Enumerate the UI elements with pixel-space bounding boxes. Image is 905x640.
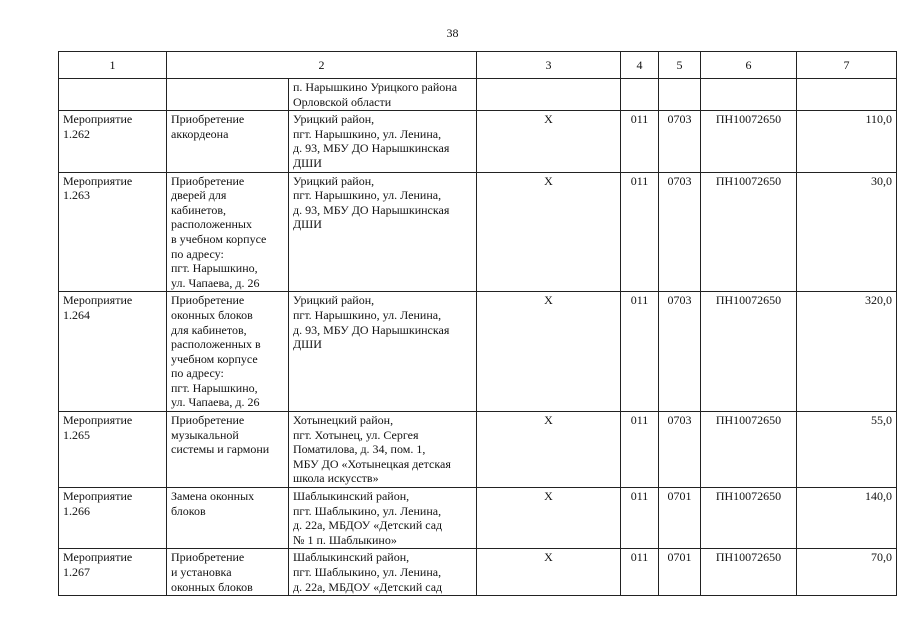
event-cell: Мероприятие 1.267 (59, 549, 167, 596)
event-cell: Мероприятие 1.266 (59, 488, 167, 549)
location-cell: Урицкий район, пгт. Нарышкино, ул. Ленина, д. 93, МБУ ДО Нарышкинская ДШИ (289, 111, 477, 172)
event-cell: Мероприятие 1.263 (59, 172, 167, 292)
event-cell: Мероприятие 1.264 (59, 292, 167, 412)
location-cell: Шаблыкинский район, пгт. Шаблыкино, ул. Ленина, д. 22а, МБДОУ «Детский сад (289, 549, 477, 596)
continuation-col4-cell (621, 79, 659, 111)
name-cell: Замена оконных блоков (167, 488, 289, 549)
header-col-5: 5 (659, 52, 701, 79)
col3-cell: Х (477, 488, 621, 549)
col3-cell: Х (477, 111, 621, 172)
continuation-row (59, 79, 897, 111)
location-cell: Хотынецкий район, пгт. Хотынец, ул. Сергея Поматилова, д. 34, пом. 1, МБУ ДО «Хотынецкая детская школа искусств» (289, 412, 477, 488)
col3-cell: Х (477, 172, 621, 292)
col5-cell: 0701 (659, 549, 701, 596)
col5-cell: 0701 (659, 488, 701, 549)
col6-cell: ПН10072650 (701, 111, 797, 172)
col4-cell: 011 (621, 292, 659, 412)
continuation-col7-cell (797, 79, 897, 111)
header-col-7: 7 (797, 52, 897, 79)
header-col-4: 4 (621, 52, 659, 79)
col7-cell: 70,0 (797, 549, 897, 596)
table-row (59, 412, 897, 488)
col6-cell: ПН10072650 (701, 412, 797, 488)
continuation-col3-cell (477, 79, 621, 111)
col5-cell: 0703 (659, 172, 701, 292)
header-col-1: 1 (59, 52, 167, 79)
continuation-name-cell (167, 79, 289, 111)
name-cell: Приобретение и установка оконных блоков (167, 549, 289, 596)
col3-cell: Х (477, 412, 621, 488)
col3-cell: Х (477, 549, 621, 596)
col5-cell: 0703 (659, 412, 701, 488)
name-cell: Приобретение оконных блоков для кабинетов, расположенных в учебном корпусе по адресу: пгт. Нарышкино, ул. Чапаева, д. 26 (167, 292, 289, 412)
continuation-col6-cell (701, 79, 797, 111)
col6-cell: ПН10072650 (701, 488, 797, 549)
event-cell: Мероприятие 1.265 (59, 412, 167, 488)
col6-cell: ПН10072650 (701, 292, 797, 412)
location-cell: Урицкий район, пгт. Нарышкино, ул. Ленина, д. 93, МБУ ДО Нарышкинская ДШИ (289, 292, 477, 412)
header-col-3: 3 (477, 52, 621, 79)
location-cell: Урицкий район, пгт. Нарышкино, ул. Ленина, д. 93, МБУ ДО Нарышкинская ДШИ (289, 172, 477, 292)
col7-cell: 55,0 (797, 412, 897, 488)
col7-cell: 140,0 (797, 488, 897, 549)
col7-cell: 320,0 (797, 292, 897, 412)
continuation-event-cell (59, 79, 167, 111)
col5-cell: 0703 (659, 292, 701, 412)
name-cell: Приобретение музыкальной системы и гармони (167, 412, 289, 488)
header-row (59, 52, 897, 79)
table-row (59, 549, 897, 596)
continuation-col5-cell (659, 79, 701, 111)
table-row (59, 292, 897, 412)
event-cell: Мероприятие 1.262 (59, 111, 167, 172)
table-row (59, 111, 897, 172)
page-number: 38 (446, 26, 459, 40)
location-cell: Шаблыкинский район, пгт. Шаблыкино, ул. Ленина, д. 22а, МБДОУ «Детский сад № 1 п. Шаблыкино» (289, 488, 477, 549)
col5-cell: 0703 (659, 111, 701, 172)
col3-cell: Х (477, 292, 621, 412)
col4-cell: 011 (621, 488, 659, 549)
col4-cell: 011 (621, 111, 659, 172)
table-row (59, 172, 897, 292)
col4-cell: 011 (621, 549, 659, 596)
name-cell: Приобретение дверей для кабинетов, расположенных в учебном корпусе по адресу: пгт. Нарышкино, ул. Чапаева, д. 26 (167, 172, 289, 292)
col6-cell: ПН10072650 (701, 172, 797, 292)
col6-cell: ПН10072650 (701, 549, 797, 596)
name-cell: Приобретение аккордеона (167, 111, 289, 172)
col7-cell: 30,0 (797, 172, 897, 292)
col7-cell: 110,0 (797, 111, 897, 172)
header-col-6: 6 (701, 52, 797, 79)
continuation-location-cell: п. Нарышкино Урицкого района Орловской области (289, 79, 477, 111)
table-row (59, 488, 897, 549)
header-col-2: 2 (167, 52, 477, 79)
budget-table (58, 51, 897, 596)
col4-cell: 011 (621, 172, 659, 292)
col4-cell: 011 (621, 412, 659, 488)
